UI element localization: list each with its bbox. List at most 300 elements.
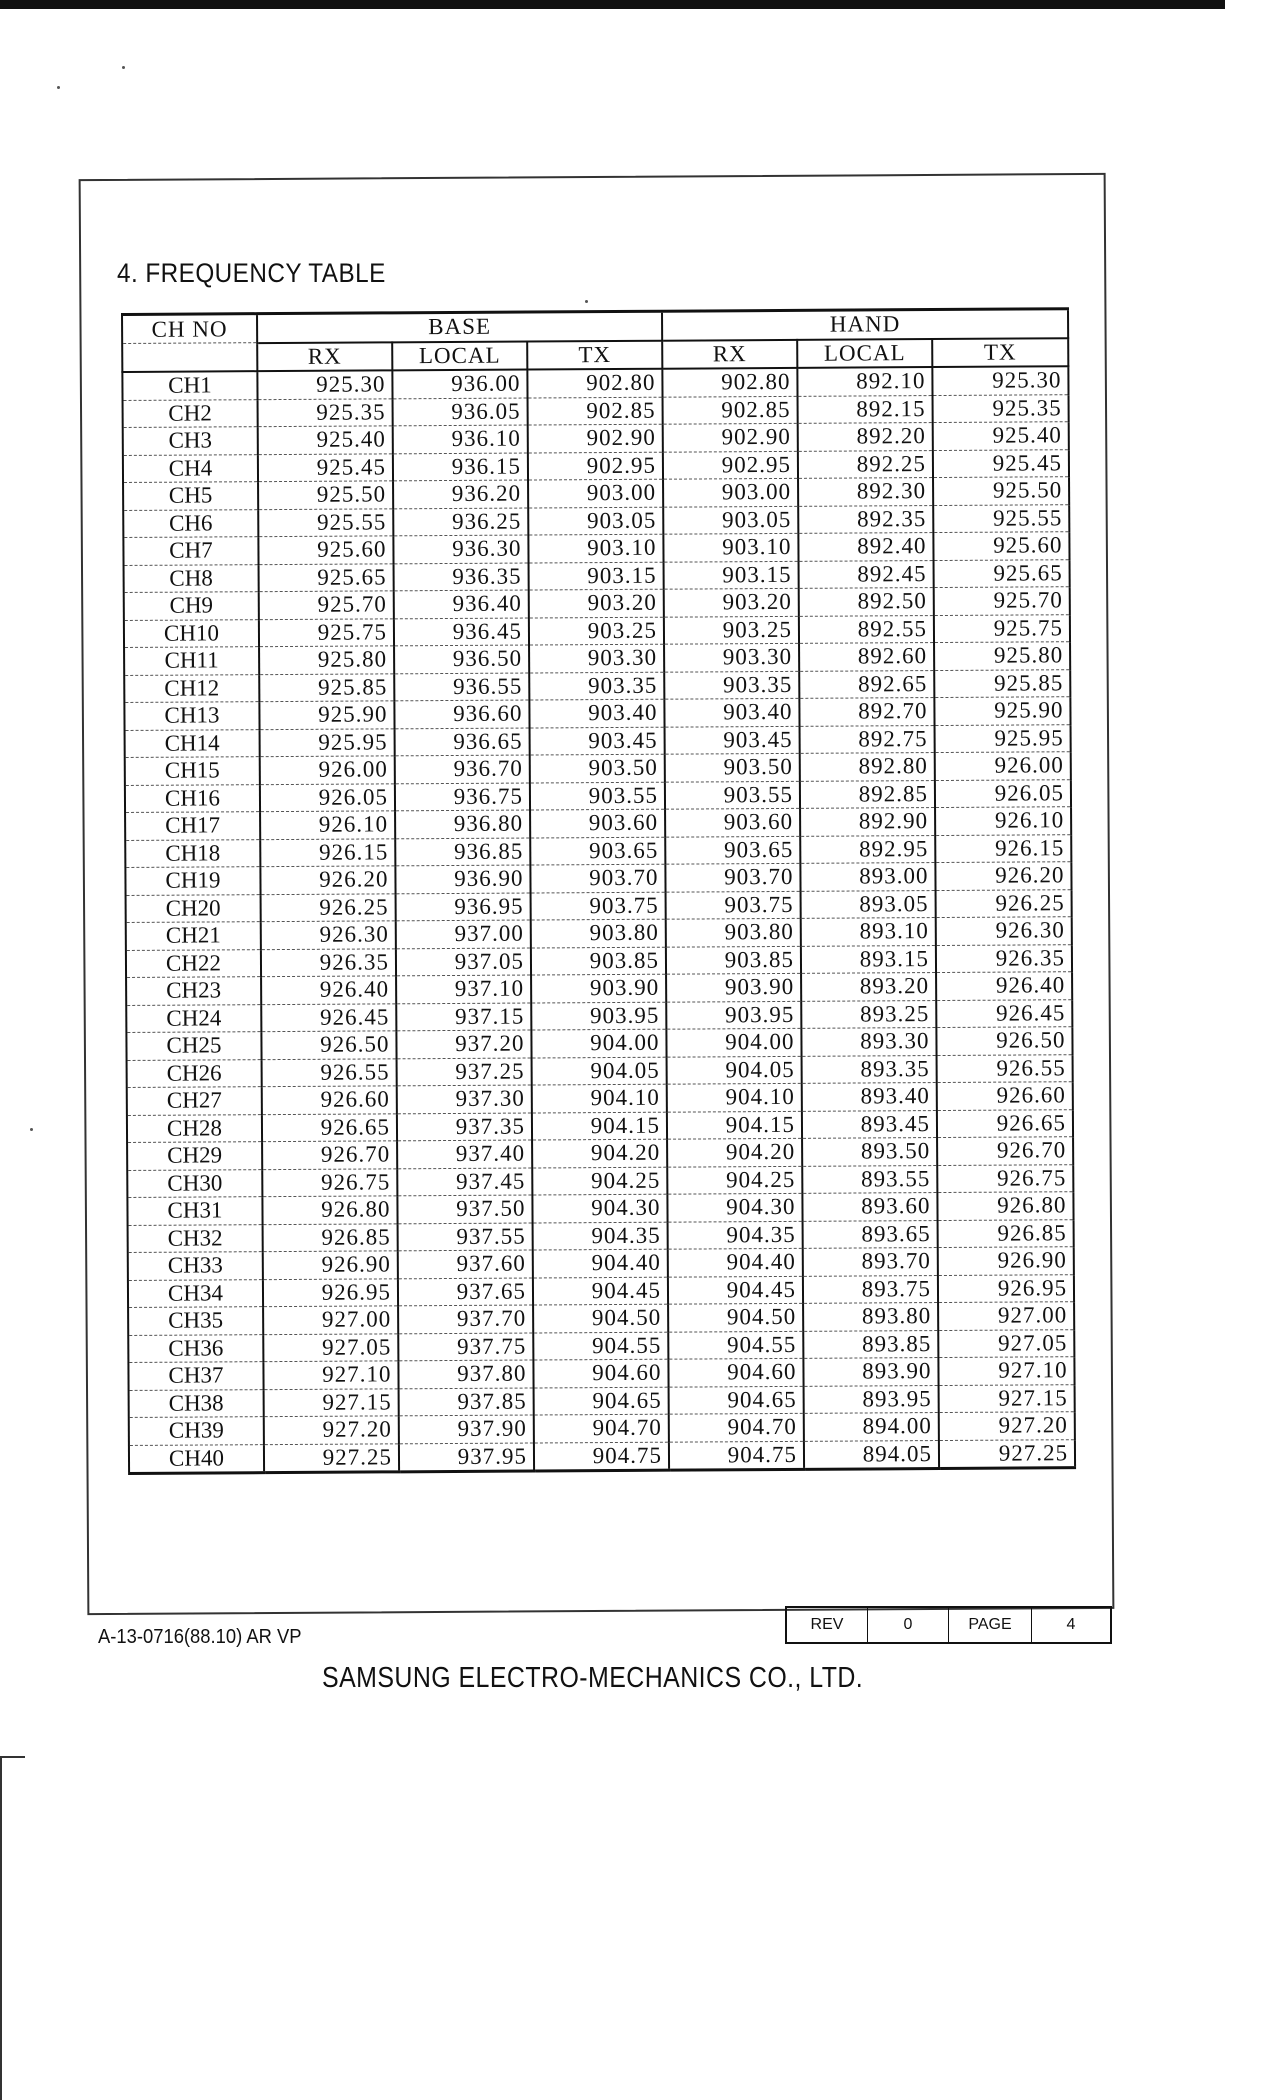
frequency-cell: 926.35 [936, 944, 1072, 972]
frequency-cell: 892.40 [798, 533, 933, 561]
frequency-cell: 892.50 [799, 588, 934, 616]
frequency-cell: 925.65 [934, 559, 1070, 587]
channel-cell: CH5 [123, 482, 258, 510]
frequency-cell: 902.95 [663, 451, 798, 479]
frequency-cell: 936.35 [394, 563, 529, 591]
frequency-cell: 903.25 [664, 616, 799, 644]
channel-cell: CH8 [124, 564, 259, 592]
frequency-cell: 926.05 [935, 779, 1071, 807]
column-header: TX [527, 340, 662, 369]
frequency-cell: 892.85 [800, 780, 935, 808]
frequency-cell: 937.60 [398, 1250, 533, 1278]
frequency-cell: 903.20 [664, 588, 799, 616]
frequency-cell: 903.65 [665, 836, 800, 864]
frequency-cell: 927.20 [264, 1416, 399, 1444]
frequency-cell: 937.00 [396, 920, 531, 948]
frequency-cell: 893.95 [804, 1385, 939, 1413]
frequency-cell: 936.90 [395, 865, 530, 893]
frequency-cell: 903.85 [531, 947, 666, 975]
frequency-cell: 892.15 [798, 395, 933, 423]
frequency-cell: 927.15 [264, 1388, 399, 1416]
frequency-cell: 926.60 [937, 1082, 1073, 1110]
frequency-cell: 903.40 [529, 699, 664, 727]
channel-cell: CH11 [124, 647, 259, 675]
frequency-cell: 936.55 [394, 673, 529, 701]
frequency-cell: 926.55 [937, 1054, 1073, 1082]
frequency-cell: 937.40 [397, 1140, 532, 1168]
channel-cell: CH28 [127, 1114, 262, 1142]
frequency-cell: 904.40 [668, 1248, 803, 1276]
channel-cell: CH27 [127, 1087, 262, 1115]
frequency-cell: 892.65 [799, 670, 934, 698]
column-header: RX [662, 339, 797, 368]
frequency-cell: 893.80 [803, 1303, 938, 1331]
frequency-cell: 925.90 [934, 697, 1070, 725]
frequency-cell: 927.00 [263, 1306, 398, 1334]
frequency-cell: 936.60 [394, 700, 529, 728]
frequency-cell: 926.15 [260, 838, 395, 866]
frequency-cell: 893.05 [801, 890, 936, 918]
rev-label: REV [810, 1616, 844, 1633]
frequency-cell: 926.95 [938, 1274, 1074, 1302]
channel-cell: CH18 [125, 839, 260, 867]
channel-cell: CH20 [126, 894, 261, 922]
frequency-cell: 926.85 [263, 1223, 398, 1251]
frequency-cell: 926.10 [935, 807, 1071, 835]
frequency-cell: 904.65 [534, 1387, 669, 1415]
frequency-cell: 937.50 [397, 1195, 532, 1223]
frequency-cell: 903.80 [531, 919, 666, 947]
frequency-cell: 926.90 [938, 1247, 1074, 1275]
frequency-cell: 936.30 [393, 535, 528, 563]
frequency-cell: 936.70 [395, 755, 530, 783]
frequency-cell: 903.55 [665, 781, 800, 809]
frequency-cell: 904.25 [532, 1167, 667, 1195]
frequency-cell: 925.60 [933, 532, 1069, 560]
frequency-cell: 893.75 [803, 1275, 938, 1303]
frequency-cell: 904.65 [669, 1386, 804, 1414]
frequency-cell: 904.60 [533, 1359, 668, 1387]
frequency-cell: 937.55 [398, 1223, 533, 1251]
frequency-cell: 904.55 [533, 1332, 668, 1360]
top-rule [0, 0, 1225, 9]
frequency-cell: 904.15 [667, 1111, 802, 1139]
channel-cell: CH1 [122, 371, 257, 400]
frequency-cell: 893.45 [802, 1110, 937, 1138]
frequency-cell: 925.55 [258, 508, 393, 536]
channel-cell: CH9 [124, 592, 259, 620]
frequency-cell: 927.10 [263, 1361, 398, 1389]
frequency-cell: 936.65 [395, 728, 530, 756]
frequency-cell: 926.00 [935, 752, 1071, 780]
document-number: A-13-0716(88.10) AR VP [98, 1626, 302, 1648]
frequency-cell: 903.95 [666, 1001, 801, 1029]
frequency-cell: 926.80 [937, 1192, 1073, 1220]
frequency-cell: 936.15 [393, 453, 528, 481]
frequency-cell: 903.25 [529, 617, 664, 645]
frequency-cell: 903.10 [663, 533, 798, 561]
frequency-cell: 892.30 [798, 478, 933, 506]
channel-cell: CH2 [123, 399, 258, 427]
channel-cell: CH38 [129, 1389, 264, 1417]
frequency-cell: 903.95 [531, 1002, 666, 1030]
frequency-cell: 925.80 [934, 642, 1070, 670]
frequency-cell: 925.60 [258, 536, 393, 564]
channel-cell: CH4 [123, 454, 258, 482]
frequency-cell: 925.30 [932, 366, 1068, 395]
frequency-cell: 936.95 [396, 893, 531, 921]
frequency-cell: 937.05 [396, 948, 531, 976]
frequency-cell: 893.00 [800, 863, 935, 891]
frequency-cell: 925.75 [934, 614, 1070, 642]
frequency-cell: 903.60 [530, 809, 665, 837]
frequency-cell: 903.75 [531, 892, 666, 920]
page-label: PAGE [948, 1608, 1031, 1642]
frequency-cell: 903.05 [528, 507, 663, 535]
frequency-cell: 927.25 [939, 1439, 1075, 1468]
frequency-cell: 904.45 [533, 1277, 668, 1305]
frequency-cell: 903.00 [528, 479, 663, 507]
frequency-cell: 904.10 [667, 1083, 802, 1111]
page-title: 4. FREQUENCY TABLE [117, 258, 386, 288]
company-name: SAMSUNG ELECTRO-MECHANICS CO., LTD. [322, 1662, 864, 1694]
table-body [122, 366, 1075, 1473]
frequency-cell: 904.35 [668, 1221, 803, 1249]
frequency-cell: 892.35 [798, 505, 933, 533]
frequency-cell: 926.50 [261, 1031, 396, 1059]
frequency-cell: 925.70 [259, 591, 394, 619]
frequency-cell: 937.85 [399, 1387, 534, 1415]
frequency-cell: 903.75 [666, 891, 801, 919]
frequency-cell: 936.00 [392, 370, 527, 399]
frequency-cell: 903.40 [664, 698, 799, 726]
frequency-cell: 904.30 [532, 1194, 667, 1222]
frequency-cell: 893.30 [801, 1028, 936, 1056]
frequency-cell: 925.95 [935, 724, 1071, 752]
frequency-cell: 936.20 [393, 480, 528, 508]
ch-no-header: CH NO [122, 314, 257, 344]
bottom-frame-edge [0, 1756, 2, 2100]
frequency-cell: 902.90 [528, 424, 663, 452]
channel-cell: CH13 [124, 702, 259, 730]
frequency-cell: 903.60 [665, 808, 800, 836]
channel-cell: CH30 [127, 1169, 262, 1197]
channel-cell: CH23 [126, 977, 261, 1005]
frequency-cell: 893.15 [801, 945, 936, 973]
frequency-cell: 937.25 [397, 1058, 532, 1086]
rev-value: 0 [867, 1608, 948, 1642]
frequency-cell: 925.50 [933, 477, 1069, 505]
frequency-cell: 903.35 [529, 672, 664, 700]
frequency-cell: 925.50 [258, 481, 393, 509]
frequency-cell: 892.20 [798, 423, 933, 451]
channel-cell: CH22 [126, 949, 261, 977]
frequency-cell: 937.65 [398, 1278, 533, 1306]
frequency-cell: 926.25 [936, 889, 1072, 917]
frequency-cell: 936.50 [394, 645, 529, 673]
frequency-cell: 937.10 [396, 975, 531, 1003]
frequency-cell: 937.95 [399, 1442, 534, 1471]
frequency-cell: 904.00 [531, 1029, 666, 1057]
frequency-cell: 925.35 [258, 398, 393, 426]
frequency-cell: 904.55 [668, 1331, 803, 1359]
frequency-cell: 903.55 [530, 782, 665, 810]
frequency-cell: 893.60 [802, 1193, 937, 1221]
channel-cell: CH3 [123, 427, 258, 455]
column-header: LOCAL [797, 339, 932, 368]
frequency-cell: 926.50 [936, 1027, 1072, 1055]
frequency-cell: 892.90 [800, 808, 935, 836]
frequency-cell: 904.70 [534, 1414, 669, 1442]
frequency-cell: 926.95 [263, 1278, 398, 1306]
frequency-cell: 903.15 [664, 561, 799, 589]
frequency-cell: 926.40 [261, 976, 396, 1004]
channel-cell: CH40 [129, 1444, 264, 1473]
frequency-cell: 937.75 [398, 1333, 533, 1361]
channel-cell: CH32 [128, 1224, 263, 1252]
frequency-cell: 892.55 [799, 615, 934, 643]
frequency-cell: 904.35 [533, 1222, 668, 1250]
frequency-cell: 926.85 [938, 1219, 1074, 1247]
frequency-cell: 893.55 [802, 1165, 937, 1193]
frequency-cell: 937.15 [396, 1003, 531, 1031]
frequency-cell: 926.75 [937, 1164, 1073, 1192]
frequency-cell: 892.75 [800, 725, 935, 753]
frequency-cell: 926.70 [262, 1141, 397, 1169]
frequency-cell: 904.30 [667, 1193, 802, 1221]
frequency-cell: 936.40 [394, 590, 529, 618]
frequency-cell: 903.65 [530, 837, 665, 865]
frequency-cell: 926.20 [260, 866, 395, 894]
frequency-cell: 904.70 [669, 1413, 804, 1441]
revision-box [785, 1606, 1112, 1644]
frequency-cell: 925.40 [258, 426, 393, 454]
frequency-cell: 904.40 [533, 1249, 668, 1277]
frequency-cell: 925.85 [934, 669, 1070, 697]
frequency-cell: 937.90 [399, 1415, 534, 1443]
frequency-cell: 892.95 [800, 835, 935, 863]
frequency-cell: 904.15 [532, 1112, 667, 1140]
channel-cell: CH25 [126, 1032, 261, 1060]
frequency-cell: 902.95 [528, 452, 663, 480]
channel-cell: CH31 [127, 1197, 262, 1225]
frequency-cell: 926.60 [262, 1086, 397, 1114]
channel-cell: CH16 [125, 784, 260, 812]
frequency-cell: 927.05 [263, 1333, 398, 1361]
frequency-cell: 903.45 [530, 727, 665, 755]
channel-cell: CH12 [124, 674, 259, 702]
frequency-cell: 927.25 [264, 1443, 399, 1472]
frequency-cell: 892.10 [797, 367, 932, 396]
frequency-cell: 893.10 [801, 918, 936, 946]
channel-cell: CH6 [123, 509, 258, 537]
frequency-cell: 937.20 [396, 1030, 531, 1058]
channel-cell: CH29 [127, 1142, 262, 1170]
frequency-cell: 903.80 [666, 918, 801, 946]
frequency-cell: 904.05 [667, 1056, 802, 1084]
frequency-cell: 927.10 [938, 1357, 1074, 1385]
frequency-cell: 936.10 [393, 425, 528, 453]
frequency-cell: 925.45 [933, 449, 1069, 477]
frequency-cell: 903.05 [663, 506, 798, 534]
column-header: RX [257, 342, 392, 371]
frequency-cell: 925.85 [259, 673, 394, 701]
frequency-cell: 903.35 [664, 671, 799, 699]
table-row [129, 1439, 1075, 1473]
frequency-cell: 903.70 [665, 863, 800, 891]
frequency-cell: 904.60 [668, 1358, 803, 1386]
frequency-cell: 893.50 [802, 1138, 937, 1166]
frequency-cell: 903.85 [666, 946, 801, 974]
channel-cell: CH26 [127, 1059, 262, 1087]
hand-group-header: HAND [662, 309, 1068, 340]
base-group-header: BASE [257, 311, 662, 342]
frequency-cell: 902.80 [527, 369, 662, 398]
frequency-cell: 926.35 [261, 948, 396, 976]
channel-cell: CH21 [126, 922, 261, 950]
frequency-cell: 936.80 [395, 810, 530, 838]
frequency-cell: 925.70 [934, 587, 1070, 615]
frequency-cell: 904.45 [668, 1276, 803, 1304]
frequency-cell: 904.75 [534, 1442, 669, 1471]
frequency-cell: 927.05 [938, 1329, 1074, 1357]
frequency-cell: 926.15 [935, 834, 1071, 862]
frequency-cell: 925.40 [933, 422, 1069, 450]
frequency-cell: 925.30 [257, 370, 392, 399]
frequency-cell: 937.70 [398, 1305, 533, 1333]
frequency-cell: 925.95 [260, 728, 395, 756]
frequency-cell: 937.35 [397, 1113, 532, 1141]
channel-cell: CH39 [129, 1417, 264, 1445]
channel-cell: CH33 [128, 1252, 263, 1280]
column-header: TX [932, 338, 1068, 367]
channel-cell: CH15 [125, 757, 260, 785]
frequency-cell: 904.00 [666, 1028, 801, 1056]
frequency-cell: 893.25 [801, 1000, 936, 1028]
frequency-cell: 926.25 [261, 893, 396, 921]
column-header: LOCAL [392, 341, 527, 370]
frequency-cell: 926.80 [262, 1196, 397, 1224]
frequency-cell: 893.85 [803, 1330, 938, 1358]
frequency-cell: 894.00 [804, 1413, 939, 1441]
frequency-cell: 926.10 [260, 811, 395, 839]
ch-no-subheader-blank [122, 343, 257, 372]
frequency-cell: 936.75 [395, 783, 530, 811]
channel-cell: CH36 [128, 1334, 263, 1362]
frequency-cell: 926.45 [261, 1003, 396, 1031]
scan-speck [30, 1128, 33, 1131]
frequency-cell: 926.40 [936, 972, 1072, 1000]
frequency-table [121, 307, 1076, 1475]
frequency-cell: 936.85 [395, 838, 530, 866]
frequency-cell: 903.30 [529, 644, 664, 672]
frequency-cell: 893.65 [803, 1220, 938, 1248]
channel-cell: CH14 [125, 729, 260, 757]
frequency-cell: 925.75 [259, 618, 394, 646]
frequency-cell: 925.80 [259, 646, 394, 674]
frequency-cell: 926.65 [937, 1109, 1073, 1137]
frequency-cell: 893.40 [802, 1083, 937, 1111]
frequency-cell: 903.50 [530, 754, 665, 782]
channel-cell: CH24 [126, 1004, 261, 1032]
frequency-cell: 925.65 [259, 563, 394, 591]
frequency-cell: 927.20 [939, 1412, 1075, 1440]
page-value: 4 [1031, 1608, 1110, 1642]
frequency-cell: 892.25 [798, 450, 933, 478]
channel-cell: CH19 [125, 867, 260, 895]
frequency-cell: 926.65 [262, 1113, 397, 1141]
channel-cell: CH10 [124, 619, 259, 647]
scan-speck [122, 66, 125, 69]
frequency-cell: 937.45 [397, 1168, 532, 1196]
frequency-cell: 936.05 [393, 398, 528, 426]
frequency-cell: 903.10 [528, 534, 663, 562]
frequency-cell: 926.05 [260, 783, 395, 811]
frequency-cell: 894.05 [804, 1440, 939, 1469]
bottom-frame-tick [0, 1756, 25, 1758]
channel-cell: CH17 [125, 812, 260, 840]
frequency-cell: 936.45 [394, 618, 529, 646]
frequency-cell: 904.75 [669, 1441, 804, 1470]
frequency-cell: 925.35 [933, 394, 1069, 422]
frequency-cell: 936.25 [393, 508, 528, 536]
frequency-cell: 893.20 [801, 973, 936, 1001]
frequency-cell: 903.30 [664, 643, 799, 671]
channel-cell: CH35 [128, 1307, 263, 1335]
frequency-cell: 926.90 [263, 1251, 398, 1279]
frequency-cell: 937.30 [397, 1085, 532, 1113]
frequency-cell: 903.50 [665, 753, 800, 781]
frequency-cell: 904.50 [668, 1303, 803, 1331]
frequency-cell: 903.70 [530, 864, 665, 892]
frequency-cell: 926.70 [937, 1137, 1073, 1165]
frequency-cell: 892.70 [799, 698, 934, 726]
channel-cell: CH7 [123, 537, 258, 565]
frequency-cell: 926.75 [262, 1168, 397, 1196]
frequency-cell: 902.80 [662, 368, 797, 397]
frequency-cell: 903.90 [666, 973, 801, 1001]
frequency-cell: 927.15 [939, 1384, 1075, 1412]
frequency-cell: 903.00 [663, 478, 798, 506]
frequency-cell: 902.85 [528, 397, 663, 425]
frequency-cell: 903.20 [529, 589, 664, 617]
frequency-cell: 925.45 [258, 453, 393, 481]
frequency-cell: 904.20 [532, 1139, 667, 1167]
frequency-cell: 892.80 [800, 753, 935, 781]
frequency-cell: 926.00 [260, 756, 395, 784]
frequency-cell: 927.00 [938, 1302, 1074, 1330]
frequency-cell: 903.90 [531, 974, 666, 1002]
frequency-cell: 893.90 [803, 1358, 938, 1386]
frequency-cell: 926.45 [936, 999, 1072, 1027]
frequency-cell: 892.45 [799, 560, 934, 588]
frequency-cell: 925.90 [259, 701, 394, 729]
scan-speck [57, 86, 60, 89]
frequency-cell: 925.55 [933, 504, 1069, 532]
channel-cell: CH37 [128, 1362, 263, 1390]
frequency-cell: 937.80 [398, 1360, 533, 1388]
frequency-cell: 903.45 [665, 726, 800, 754]
frequency-cell: 903.15 [529, 562, 664, 590]
frequency-cell: 926.30 [261, 921, 396, 949]
frequency-cell: 893.35 [802, 1055, 937, 1083]
frequency-cell: 904.20 [667, 1138, 802, 1166]
frequency-cell: 904.10 [532, 1084, 667, 1112]
frequency-cell: 893.70 [803, 1248, 938, 1276]
frequency-cell: 904.25 [667, 1166, 802, 1194]
frequency-cell: 926.55 [262, 1058, 397, 1086]
frequency-cell: 926.20 [935, 862, 1071, 890]
